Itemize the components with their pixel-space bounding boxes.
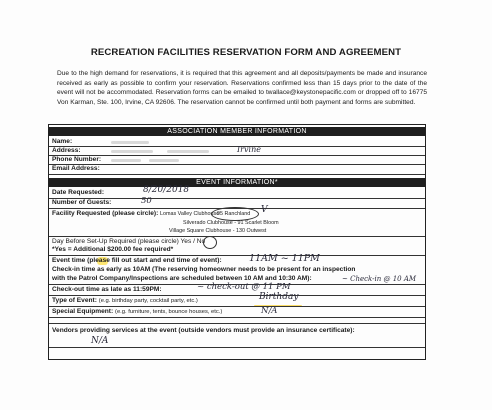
address-label: Address:	[52, 147, 81, 154]
checkmark-handwriting: V	[261, 205, 268, 215]
phone-label: Phone Number:	[52, 156, 102, 163]
event-time-handwriting: 11AM ~ 11PM	[249, 253, 320, 264]
guests-handwriting: 50	[141, 196, 152, 206]
equipment-hint: (e.g. furniture, tents, bounce houses, etc.)	[115, 309, 223, 315]
intro-paragraph: Due to the high demand for reservations, it is required that this agreement and all deposits/payments be made and insurance received as early as possible to confirm your reservation. Reservations confirmed less than 15 days prior to the date of the event will not be accommodated. Reservation forms can be emailed to twallace@keystonepacific.com or dropped off to 16775 Von Karman, Ste. 100, Irvine, CA 92606. The reservation cannot be confirmed until both payment and forms are submitted.	[57, 70, 427, 106]
checkin-handwriting: ~ Check-in @ 10 AM	[342, 275, 417, 283]
facility-option-village: Village Square Clubhouse - 130 Outwest	[169, 228, 267, 234]
redacted-phone-2	[149, 159, 179, 162]
event-time-label: Event time (please fill out start and end time of event):	[52, 257, 222, 264]
event-section-header: EVENT INFORMATION*	[49, 178, 425, 187]
type-label	[52, 297, 198, 304]
day-before-text: Day Before Set-Up Required (please circle) Yes /	[52, 238, 195, 245]
type-handwriting: Birthday	[259, 292, 299, 302]
facility-option-lomas: Lomas Valley Clubhouse	[160, 211, 220, 217]
member-section-header: ASSOCIATION MEMBER INFORMATION	[49, 127, 425, 136]
name-label: Name:	[52, 138, 73, 145]
type-label-text: Type of Event:	[52, 297, 97, 304]
form-title: RECREATION FACILITIES RESERVATION FORM AND AGREEMENT	[90, 47, 402, 58]
redacted-phone	[111, 159, 141, 162]
vendors-handwriting: N/A	[91, 336, 109, 346]
vendors-label: Vendors providing services at the event (outside vendors must provide an insurance certificate):	[52, 327, 355, 334]
date-label: Date Requested:	[52, 189, 105, 196]
equipment-handwriting: N/A	[261, 306, 278, 316]
facility-option-ranchland: 95 Ranchland	[217, 211, 251, 217]
checkout-label: Check-out time as late as 11:59PM:	[52, 286, 162, 293]
checkout-handwriting: ~ check-out @ 11 PM	[197, 282, 291, 292]
facility-circle-mark	[211, 207, 259, 221]
day-before-no: No	[196, 238, 206, 245]
no-circle-mark	[203, 236, 217, 249]
form-table	[48, 124, 426, 360]
checkin-label-2: with the Patrol Company/Inspections are scheduled between 10 AM and 10:30 AM):	[52, 275, 312, 282]
redacted-address	[111, 150, 153, 153]
checkin-label: Check-in time as early as 10AM (The reserving homeowner needs to be present for an inspection	[52, 266, 356, 273]
equipment-label	[52, 308, 222, 315]
address-handwriting: Irvine	[237, 145, 261, 154]
fee-note: *Yes = Additional $200.00 fee required*	[52, 246, 174, 253]
email-label: Email Address:	[52, 165, 100, 172]
redacted-name	[111, 141, 149, 144]
date-handwriting: 8/20/2018	[143, 185, 190, 195]
type-hint: (e.g. birthday party, cocktail party, etc.)	[98, 298, 198, 304]
day-before-label	[52, 238, 205, 245]
facility-option-silverado: Silverado Clubhouse - 91 Scarlet Bloom	[183, 220, 279, 226]
guests-label: Number of Guests:	[52, 199, 112, 206]
facility-label: Facility Requested (please circle):	[52, 210, 159, 217]
redacted-address-2	[167, 150, 209, 153]
equipment-label-text: Special Equipment:	[52, 308, 114, 315]
